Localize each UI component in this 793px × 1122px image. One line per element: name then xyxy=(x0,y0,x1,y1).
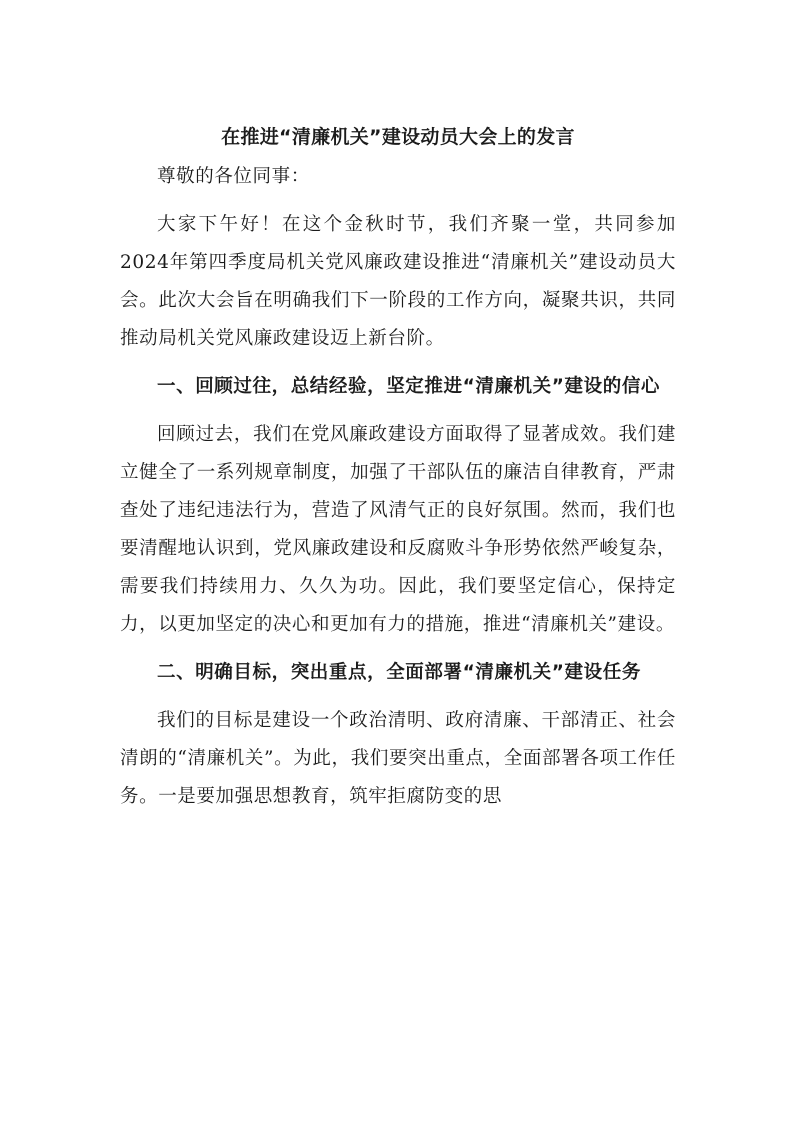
intro-paragraph: 大家下午好！在这个金秋时节，我们齐聚一堂，共同参加2024年第四季度局机关党风廉政建设推进“清廉机关”建设动员大会。此次大会旨在明确我们下一阶段的工作方向，凝聚共识，共同推动局机关党风廉政建设迈上新台阶。 xyxy=(120,214,676,349)
section-body-2: 我们的目标是建设一个政治清明、政府清廉、干部清正、社会清朗的“清廉机关”。为此，我们要突出重点，全面部署各项工作任务。一是要加强思想教育，筑牢拒腐防变的思 xyxy=(120,710,676,807)
section-heading-2: 二、明确目标，突出重点，全面部署“清廉机关”建设任务 xyxy=(157,662,641,683)
document-title: 在推进“清廉机关”建设动员大会上的发言 xyxy=(221,126,575,148)
section-heading-1: 一、回顾过往，总结经验，坚定推进“清廉机关”建设的信心 xyxy=(157,376,661,397)
section-body-1: 回顾过去，我们在党风廉政建设方面取得了显著成效。我们建立健全了一系列规章制度，加强了干部队伍的廉洁自律教育，严肃查处了违纪违法行为，营造了风清气正的良好氛围。然而，我们也要清醒地认识到，党风廉政建设和反腐败斗争形势依然严峻复杂，需要我们持续用力、久久为功。因此，我们要坚定信心，保持定力，以更加坚定的决心和更加有力的措施，推进“清廉机关”建设。 xyxy=(120,424,676,635)
salutation: 尊敬的各位同事： xyxy=(157,166,310,187)
document-body xyxy=(120,118,676,826)
